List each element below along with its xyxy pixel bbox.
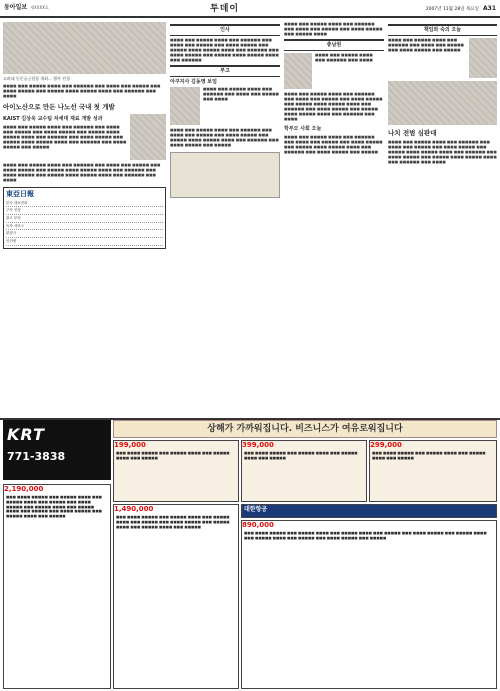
right-ad-block: 890,000 ■■■ ■■■■ ■■■■■ ■■■ ■■■■■ ■■■■ ■■■ ■■■■■ ■■■■ ■■■ ■■■■■ ■■■ ■■■■ ■■■■■ ■■■ ■■■■■ ■■■■ ■■■ ■■■■■ ■■■■ ■■■ ■■■■■ ■■■ ■■■■ ■■■■■ ■■■ ■■■■■ — [241, 520, 497, 689]
krt-phone: 771-3838 — [7, 449, 66, 463]
banner-text: 상해가 가까워집니다. 비즈니스가 여유로워집니다 — [207, 424, 403, 434]
shanghai-banner — [113, 420, 497, 438]
obituary-subhead: 아쿠지사 김동영 보임 — [170, 78, 217, 85]
obituary-body: ■■■■ ■■■ ■■■■■ ■■■■ ■■■ ■■■■■■ ■■■ ■■■■ ■■■ ■■■■■ ■■■ ■■■■ ■■■■■ ■■■ ■■■■■ ■■■■ ■■■■■ ■■■■ ■■■ ■■■■■■ ■■■ ■■■■ ■■■■■ ■■■ ■■■■■ — [170, 128, 279, 148]
middle-ad-column: 1,490,000 ■■■ ■■■■ ■■■■■ ■■■ ■■■■■ ■■■■ ■■■ ■■■■■ ■■■■ ■■■ ■■■■■ ■■■ ■■■■ ■■■■■ ■■■ ■■■■■ ■■■■ ■■■ ■■■■■ ■■■■ ■■■ ■■■■■ — [113, 504, 239, 689]
portrait-photo — [130, 114, 166, 160]
columnist-photo — [284, 53, 312, 89]
price-2: 399,000 — [242, 441, 274, 449]
column-1 — [3, 22, 166, 414]
travel-ad-2: 399,000 ■■■ ■■■■ ■■■■■ ■■■ ■■■■■ ■■■■ ■■■ ■■■■■ ■■■■ ■■■ ■■■■■ — [241, 440, 367, 502]
feature-body: ■■■■ ■■■ ■■■■■ ■■■■ ■■■ ■■■■■■ ■■■ ■■■■ ■■■ ■■■■■ ■■■ ■■■■ ■■■■■ ■■■ ■■■■■ ■■■■ ■■■■■ ■■■■ ■■■ ■■■■■■ ■■■ ■■■■ ■■■■■ ■■■ ■■■■■ ■■■■ ■■■■■ ■■■■ ■■■ ■■■■■■ ■■■ ■■■■ — [388, 139, 497, 164]
travel-ad-3: 299,000 ■■■ ■■■■ ■■■■■ ■■■ ■■■■■ ■■■■ ■■■ ■■■■■ ■■■■ ■■■ ■■■■■ — [369, 440, 497, 502]
group-photo — [3, 22, 166, 74]
price-4: 2,190,000 — [4, 485, 44, 493]
promo-box — [170, 152, 280, 198]
main-photo — [388, 81, 497, 125]
column-3 — [284, 22, 384, 414]
column-body-2: ■■■■ ■■■ ■■■■■ ■■■■ ■■■ ■■■■■■ ■■■ ■■■■ ■■■ ■■■■■ ■■■ ■■■■ ■■■■■ ■■■ ■■■■■ ■■■■ ■■■■■ ■■■■ ■■■ ■■■■■■ ■■■ ■■■■ ■■■■■ ■■■ ■■■■■ — [284, 134, 383, 154]
travel-ad-1: 199,000 ■■■ ■■■■ ■■■■■ ■■■ ■■■■■ ■■■■ ■■■ ■■■■■ ■■■■ ■■■ ■■■■■ — [113, 440, 239, 502]
column-2 — [170, 22, 280, 414]
price-3: 299,000 — [370, 441, 402, 449]
price-6: 890,000 — [242, 521, 274, 529]
feature-text: ■■■■ ■■■ ■■■■■ ■■■■ ■■■ ■■■■■■ ■■■ ■■■■ ■■■ ■■■■■ ■■■ ■■■■ ■■■■■ ■■■ ■■■■■ — [388, 37, 464, 52]
headline: 아이노산으로 만든 나노선 국내 첫 개발 — [3, 103, 115, 112]
column-lead: ■■■■ ■■■ ■■■■■ ■■■■ ■■■ ■■■■■■ ■■■ ■■■■ — [315, 52, 373, 62]
obituary-header: 부고 — [170, 65, 280, 77]
subscription-box — [3, 187, 166, 249]
price-1: 199,000 — [114, 441, 146, 449]
feature-headline: 나치 전범 심판대 — [388, 128, 437, 137]
article-top: ■■■■ ■■■ ■■■■■ ■■■■ ■■■ ■■■■■■ ■■■ ■■■■ ■■■ ■■■■■ ■■■ ■■■■ ■■■■■ ■■■ ■■■■■ ■■■■ — [284, 22, 383, 36]
price-5: 1,490,000 — [114, 505, 154, 513]
section-title: 투데이 — [210, 4, 240, 14]
contact-rows: 본사 대표전화 구독 신청 광고 문의 독자 서비스 편집국 인터넷 — [6, 200, 163, 246]
article-text: ■■■■ ■■■ ■■■■■ ■■■■ ■■■ ■■■■■■ ■■■ ■■■■ ■■■ ■■■■■ ■■■ ■■■■ ■■■■■ ■■■ ■■■■■ ■■■■ ■■■■■ ■■■■ ■■■ ■■■■■■ ■■■ ■■■■ — [3, 84, 161, 99]
photo-caption: 고려대 동문공군헌장 개최... 행사 전경 — [3, 76, 70, 81]
obituary-text: ■■■■ ■■■ ■■■■■ ■■■■ ■■■ ■■■■■■ ■■■ ■■■■ ■■■ ■■■■■ ■■■ ■■■■ — [203, 87, 279, 102]
column-4 — [388, 22, 497, 414]
date-line: 2007년 11월 28일 목요일 A31 — [425, 5, 496, 12]
article-body-2: ■■■■ ■■■ ■■■■■ ■■■■ ■■■ ■■■■■■ ■■■ ■■■■ ■■■ ■■■■■ ■■■ ■■■■ ■■■■■ ■■■ ■■■■■ ■■■■ ■■■■■ ■■■■ ■■■ ■■■■■■ ■■■ ■■■■ ■■■■■ ■■■ ■■■■■ ■■■■ ■■■■■ ■■■■ ■■■ ■■■■■■ ■■■ ■■■■ — [3, 163, 161, 183]
feature-header: 책임와 숙의 오늘 — [388, 24, 497, 36]
personnel-list: ■■■■ ■■■ ■■■■■ ■■■■ ■■■ ■■■■■■ ■■■ ■■■■ ■■■ ■■■■■ ■■■ ■■■■ ■■■■■ ■■■ ■■■■■ ■■■■ ■■■■■ ■■■■ ■■■ ■■■■■■ ■■■ ■■■■ ■■■■■ ■■■ ■■■■■ ■■■■ ■■■■■ ■■■■ ■■■ ■■■■■■ — [170, 37, 279, 62]
issue-number: 제XXXX호 — [30, 5, 49, 10]
krt-ad — [3, 420, 111, 480]
ad-title: 東亞日報 — [6, 190, 34, 199]
masthead — [0, 0, 500, 18]
subhead: KAIST 김상욱 교수팀 차세대 재료 개발 성과 — [3, 116, 103, 123]
personnel-header: 인사 — [170, 24, 280, 36]
paper-name: 동아일보 제XXXX호 — [4, 4, 49, 11]
korean-air-strip — [241, 504, 497, 518]
column-headline: 학부모 사회 오늘 — [284, 125, 322, 132]
article-body: ■■■■ ■■■ ■■■■■ ■■■■ ■■■ ■■■■■■ ■■■ ■■■■ ■■■ ■■■■■ ■■■ ■■■■ ■■■■■ ■■■ ■■■■■ ■■■■ ■■■■■ ■■■■ ■■■ ■■■■■■ ■■■ ■■■■ ■■■■■ ■■■ ■■■■■ ■■■■ ■■■■■ ■■■■ ■■■ ■■■■■■ ■■■ ■■■■ ■■■■■ ■■■ ■■■■■ — [3, 124, 127, 149]
left-ad-column: 2,190,000 ■■■ ■■■■ ■■■■■ ■■■ ■■■■■ ■■■■ ■■■ ■■■■■ ■■■■ ■■■ ■■■■■ ■■■ ■■■■ ■■■■■ ■■■ ■■■■■ ■■■■ ■■■ ■■■■■ ■■■■ ■■■ ■■■■■ ■■■ ■■■■ ■■■■■ ■■■ ■■■■■ ■■■■ ■■■ ■■■■■ — [3, 484, 111, 689]
krt-logo: KRT — [7, 425, 45, 444]
page-number: A31 — [483, 5, 496, 12]
obituary-photo — [170, 87, 200, 125]
airline-name: 대한항공 — [244, 506, 268, 513]
column-body: ■■■■ ■■■ ■■■■■ ■■■■ ■■■ ■■■■■■ ■■■ ■■■■ ■■■ ■■■■■ ■■■ ■■■■ ■■■■■ ■■■ ■■■■■ ■■■■ ■■■■■ ■■■■ ■■■ ■■■■■■ ■■■ ■■■■ ■■■■■ ■■■ ■■■■■ ■■■■ ■■■■■ ■■■■ ■■■ ■■■■■■ ■■■ ■■■■ — [284, 91, 383, 121]
feature-photo — [469, 38, 497, 78]
column-header: 충남원 — [284, 39, 384, 51]
